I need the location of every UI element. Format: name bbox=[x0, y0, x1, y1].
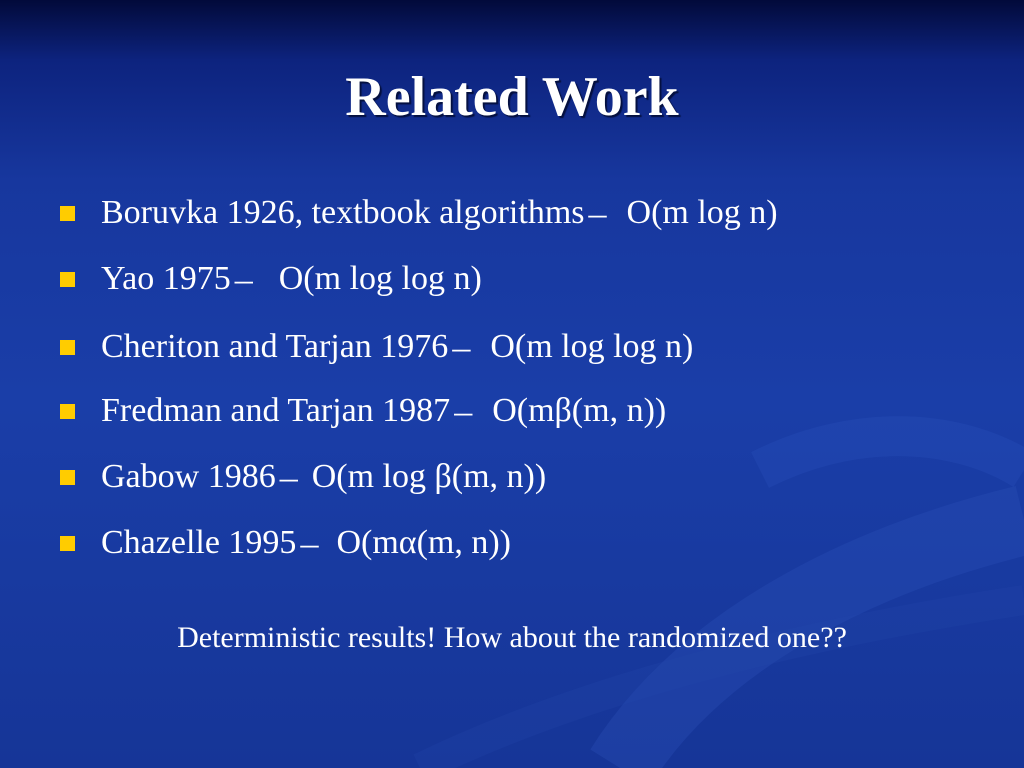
closing-note: Deterministic results! How about the randomized one?? bbox=[177, 621, 847, 654]
complexity-formula: O(m log n) bbox=[626, 194, 778, 231]
bullet-text: Cheriton and Tarjan 1976 bbox=[101, 328, 449, 365]
bullet-list bbox=[60, 0, 1000, 600]
bullet-item bbox=[60, 188, 778, 238]
bullet-text: Gabow 1986 bbox=[101, 458, 276, 495]
complexity-formula: O(mβ(m, n)) bbox=[492, 392, 667, 429]
bullet-text: Yao 1975 bbox=[101, 260, 231, 297]
bullet-item bbox=[60, 322, 693, 372]
complexity-formula: O(mα(m, n)) bbox=[336, 524, 511, 561]
bullet-square-icon bbox=[60, 536, 75, 551]
bullet-square-icon bbox=[60, 470, 75, 485]
bullet-item bbox=[60, 254, 482, 304]
bullet-dash: – bbox=[588, 193, 607, 233]
bullet-text: Fredman and Tarjan 1987 bbox=[101, 392, 451, 429]
bullet-item bbox=[60, 518, 511, 568]
bullet-square-icon bbox=[60, 206, 75, 221]
bullet-dash: – bbox=[300, 523, 319, 563]
bullet-text: Chazelle 1995 bbox=[101, 524, 297, 561]
bullet-dash: – bbox=[454, 391, 473, 431]
bullet-item bbox=[60, 452, 546, 502]
bullet-square-icon bbox=[60, 404, 75, 419]
slide-title: Related Work bbox=[345, 66, 679, 128]
complexity-formula: O(m log log n) bbox=[490, 328, 694, 365]
bullet-dash: – bbox=[234, 259, 253, 299]
bullet-dash: – bbox=[279, 457, 298, 497]
complexity-formula: O(m log log n) bbox=[278, 260, 482, 297]
bullet-dash: – bbox=[452, 327, 471, 367]
bullet-square-icon bbox=[60, 340, 75, 355]
bullet-item bbox=[60, 386, 666, 436]
complexity-formula: O(m log β(m, n)) bbox=[311, 458, 547, 495]
bullet-text: Boruvka 1926, textbook algorithms bbox=[101, 194, 585, 231]
bullet-square-icon bbox=[60, 272, 75, 287]
